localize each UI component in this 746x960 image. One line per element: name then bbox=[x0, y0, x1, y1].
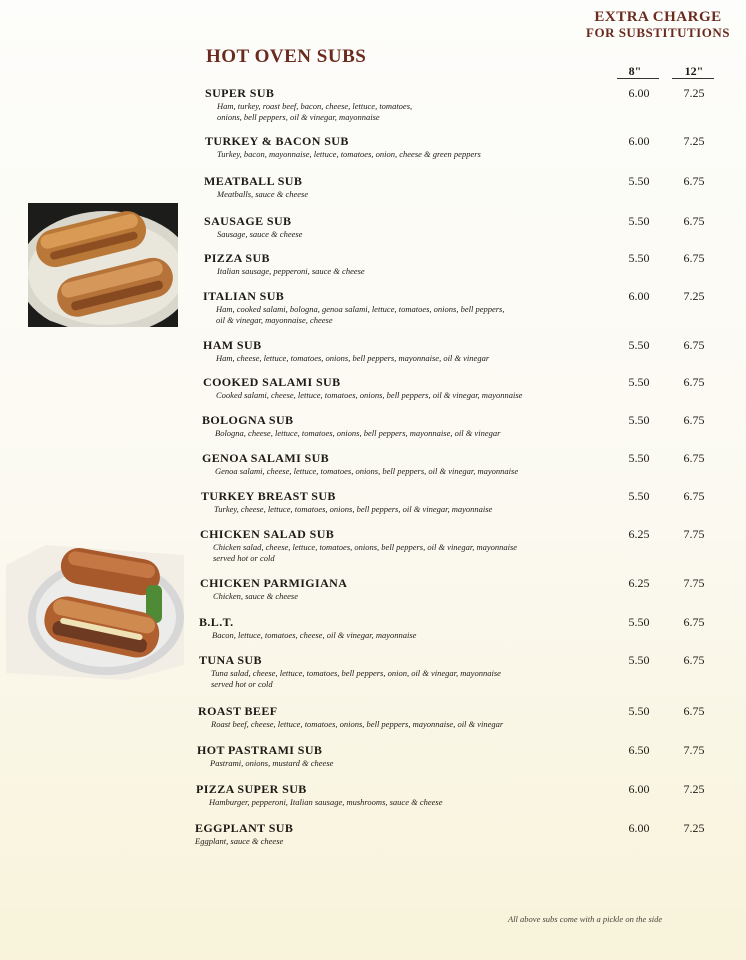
item-name: TURKEY BREAST SUB bbox=[201, 489, 336, 503]
size-8-underline bbox=[617, 78, 659, 79]
sausage-sub-photo-image bbox=[28, 203, 178, 327]
price-8-inch: 5.50 bbox=[628, 251, 650, 265]
item-description: Tuna salad, cheese, lettuce, tomatoes, bell peppers, onion, oil & vinegar, mayonnaise served hot or cold bbox=[211, 668, 501, 689]
price-12-inch: 7.75 bbox=[683, 743, 705, 757]
item-description: Ham, cooked salami, bologna, genoa salami, lettuce, tomatoes, onions, bell peppers, oil & vinegar, mayonnaise, cheese bbox=[216, 304, 505, 325]
extra-charge-notice bbox=[578, 10, 738, 40]
price-12-inch: 6.75 bbox=[683, 451, 705, 465]
price-12-inch: 7.25 bbox=[683, 821, 705, 835]
price-12-inch: 6.75 bbox=[683, 375, 705, 389]
extra-charge-line2: FOR SUBSTITUTIONS bbox=[586, 25, 730, 40]
item-description: Ham, cheese, lettuce, tomatoes, onions, bell peppers, mayonnaise, oil & vinegar bbox=[216, 353, 490, 363]
price-8-inch: 6.25 bbox=[628, 576, 650, 590]
price-12-inch: 6.75 bbox=[683, 615, 705, 629]
item-name: TUNA SUB bbox=[199, 653, 262, 667]
size-12-inch-header: 12" bbox=[684, 64, 704, 78]
item-description: Pastrami, onions, mustard & cheese bbox=[210, 758, 334, 768]
item-description: Italian sausage, pepperoni, sauce & cheese bbox=[217, 266, 365, 276]
item-name: SUPER SUB bbox=[205, 86, 275, 100]
pickle-note: All above subs come with a pickle on the side bbox=[508, 914, 663, 924]
item-name: TURKEY & BACON SUB bbox=[205, 134, 349, 148]
price-8-inch: 5.50 bbox=[628, 615, 650, 629]
item-name: GENOA SALAMI SUB bbox=[202, 451, 330, 465]
item-description: Hamburger, pepperoni, Italian sausage, mushrooms, sauce & cheese bbox=[209, 797, 443, 807]
item-description: Turkey, cheese, lettuce, tomatoes, onions, bell peppers, oil & vinegar, mayonnaise bbox=[214, 504, 493, 514]
price-12-inch: 6.75 bbox=[683, 174, 705, 188]
price-8-inch: 6.00 bbox=[628, 821, 650, 835]
price-12-inch: 7.25 bbox=[683, 289, 705, 303]
price-8-inch: 6.00 bbox=[628, 289, 650, 303]
price-8-inch: 5.50 bbox=[628, 489, 650, 503]
item-name: HOT PASTRAMI SUB bbox=[197, 743, 323, 757]
price-8-inch: 5.50 bbox=[628, 413, 650, 427]
price-8-inch: 5.50 bbox=[628, 704, 650, 718]
item-name: CHICKEN PARMIGIANA bbox=[200, 576, 348, 590]
price-12-inch: 7.25 bbox=[683, 86, 705, 100]
price-8-inch: 5.50 bbox=[628, 653, 650, 667]
price-12-inch: 6.75 bbox=[683, 338, 705, 352]
item-name: CHICKEN SALAD SUB bbox=[200, 527, 335, 541]
item-name: COOKED SALAMI SUB bbox=[203, 375, 341, 389]
item-description: Meatballs, sauce & cheese bbox=[217, 189, 309, 199]
price-12-inch: 6.75 bbox=[683, 214, 705, 228]
extra-charge-line1: EXTRA CHARGE bbox=[594, 9, 722, 25]
size-12-underline bbox=[672, 78, 714, 79]
price-8-inch: 5.50 bbox=[628, 375, 650, 389]
chicken-parmigiana-photo bbox=[6, 545, 184, 680]
item-description: Cooked salami, cheese, lettuce, tomatoes, onions, bell peppers, oil & vinegar, mayonnaise bbox=[216, 390, 523, 400]
price-12-inch: 7.25 bbox=[683, 134, 705, 148]
price-12-inch: 6.75 bbox=[683, 413, 705, 427]
price-12-inch: 7.75 bbox=[683, 527, 705, 541]
price-8-inch: 5.50 bbox=[628, 174, 650, 188]
price-8-inch: 6.00 bbox=[628, 134, 650, 148]
price-8-inch: 5.50 bbox=[628, 451, 650, 465]
price-12-inch: 7.75 bbox=[683, 576, 705, 590]
item-description: Bologna, cheese, lettuce, tomatoes, onions, bell peppers, mayonnaise, oil & vinegar bbox=[215, 428, 501, 438]
price-8-inch: 6.50 bbox=[628, 743, 650, 757]
item-description: Chicken salad, cheese, lettuce, tomatoes, onions, bell peppers, oil & vinegar, mayonnaise served hot or cold bbox=[213, 542, 518, 563]
item-description: Sausage, sauce & cheese bbox=[217, 229, 303, 239]
size-8-inch-header: 8" bbox=[628, 64, 642, 78]
item-description: Ham, turkey, roast beef, bacon, cheese, lettuce, tomatoes, onions, bell peppers, oil & vinegar, mayonnaise bbox=[217, 101, 413, 122]
item-description: Turkey, bacon, mayonnaise, lettuce, tomatoes, onion, cheese & green peppers bbox=[217, 149, 481, 159]
item-name: MEATBALL SUB bbox=[204, 174, 303, 188]
item-description: Bacon, lettuce, tomatoes, cheese, oil & vinegar, mayonnaise bbox=[212, 630, 417, 640]
chicken-parmigiana-photo-image bbox=[6, 545, 184, 680]
item-description: Genoa salami, cheese, lettuce, tomatoes, onions, bell peppers, oil & vinegar, mayonnaise bbox=[215, 466, 519, 476]
item-name: HAM SUB bbox=[203, 338, 262, 352]
price-12-inch: 6.75 bbox=[683, 704, 705, 718]
item-name: EGGPLANT SUB bbox=[195, 821, 294, 835]
item-name: BOLOGNA SUB bbox=[202, 413, 294, 427]
price-8-inch: 6.00 bbox=[628, 86, 650, 100]
menu-section-title: HOT OVEN SUBS bbox=[206, 46, 367, 67]
item-name: PIZZA SUB bbox=[204, 251, 270, 265]
price-12-inch: 6.75 bbox=[683, 251, 705, 265]
item-name: SAUSAGE SUB bbox=[204, 214, 292, 228]
price-12-inch: 6.75 bbox=[683, 653, 705, 667]
item-description: Roast beef, cheese, lettuce, tomatoes, onions, bell peppers, mayonnaise, oil & vinegar bbox=[211, 719, 504, 729]
price-8-inch: 5.50 bbox=[628, 214, 650, 228]
price-12-inch: 7.25 bbox=[683, 782, 705, 796]
price-8-inch: 6.00 bbox=[628, 782, 650, 796]
price-8-inch: 5.50 bbox=[628, 338, 650, 352]
item-description: Eggplant, sauce & cheese bbox=[195, 836, 284, 846]
item-name: ITALIAN SUB bbox=[203, 289, 285, 303]
item-description: Chicken, sauce & cheese bbox=[213, 591, 298, 601]
item-name: B.L.T. bbox=[199, 615, 234, 629]
sausage-sub-photo bbox=[28, 203, 178, 327]
item-name: PIZZA SUPER SUB bbox=[196, 782, 307, 796]
item-name: ROAST BEEF bbox=[198, 704, 278, 718]
price-8-inch: 6.25 bbox=[628, 527, 650, 541]
price-12-inch: 6.75 bbox=[683, 489, 705, 503]
